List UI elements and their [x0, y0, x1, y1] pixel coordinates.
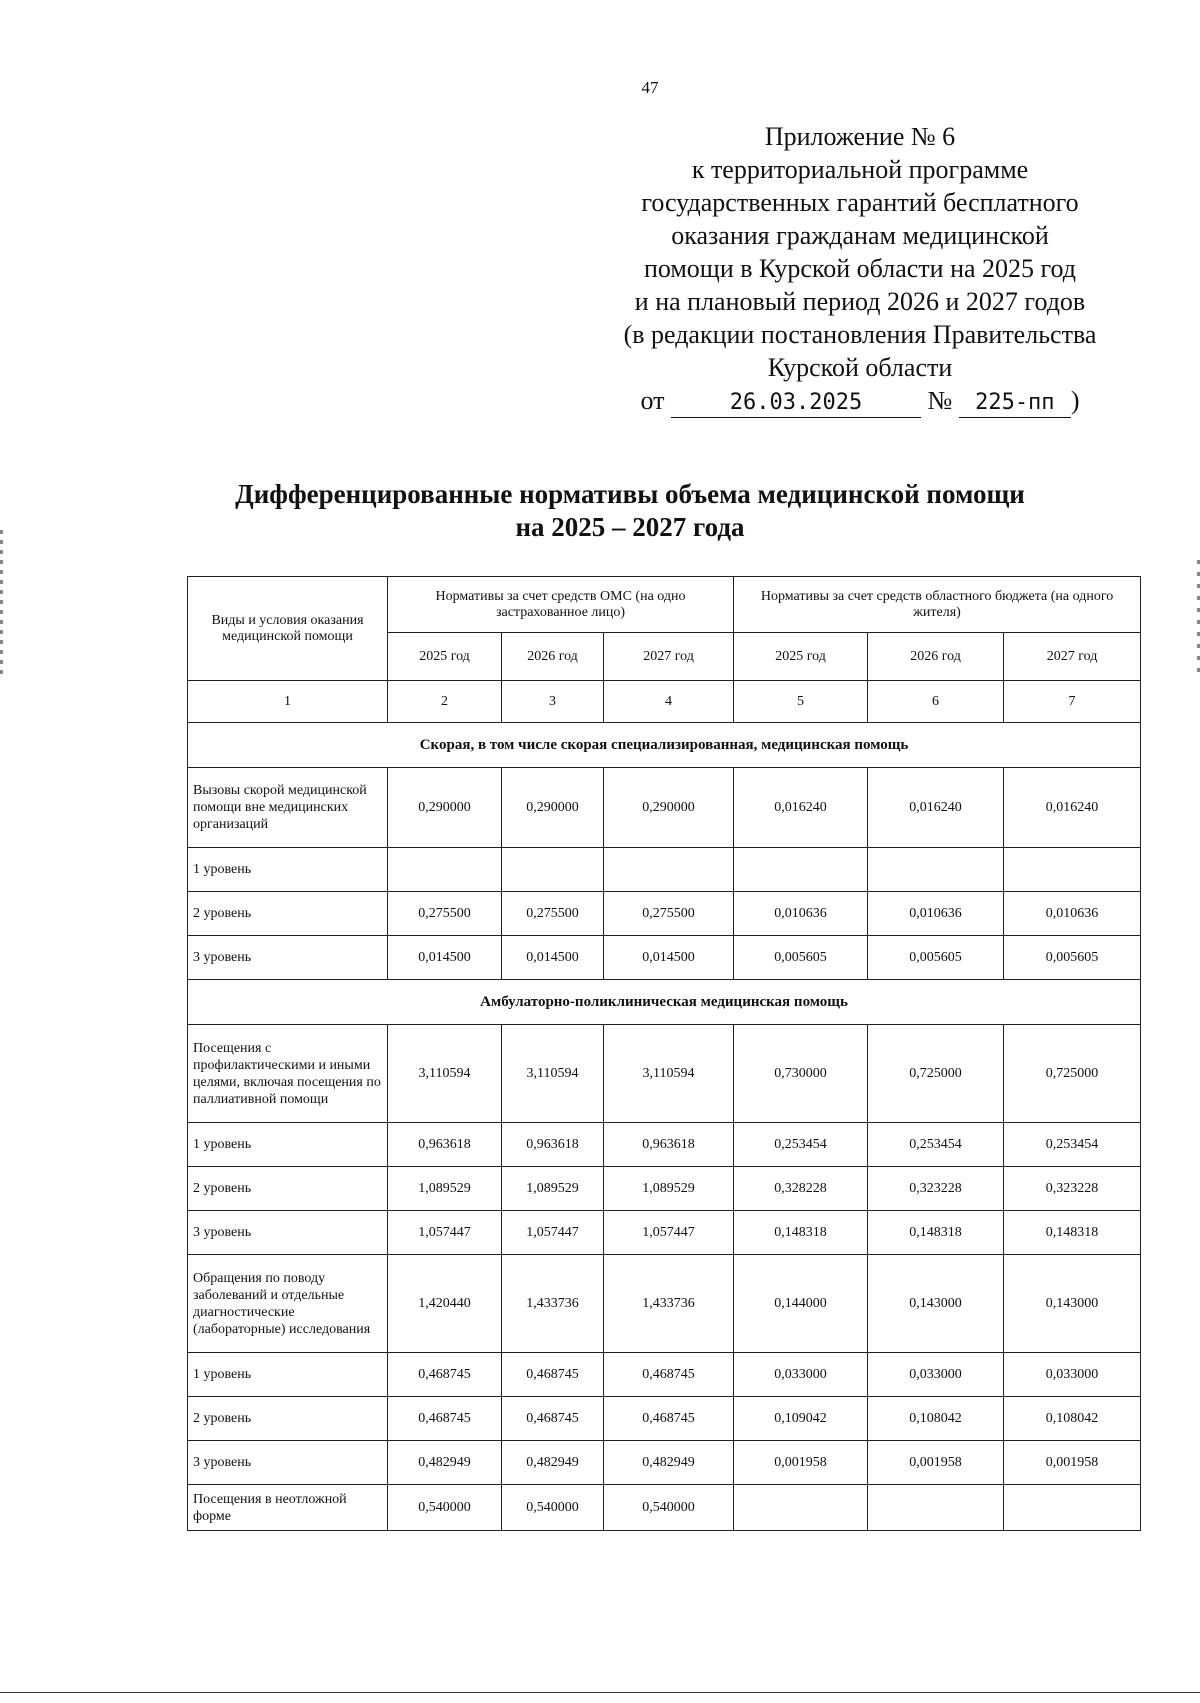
row-value: 0,010636 — [734, 892, 868, 936]
row-value: 0,963618 — [604, 1123, 734, 1167]
appendix-line: государственных гарантий бесплатного — [641, 188, 1079, 217]
row-value: 1,057447 — [388, 1211, 502, 1255]
row-value: 0,482949 — [388, 1441, 502, 1485]
row-value: 0,540000 — [502, 1485, 604, 1531]
row-value: 0,033000 — [868, 1353, 1004, 1397]
row-value: 0,323228 — [868, 1167, 1004, 1211]
column-number: 1 — [188, 681, 388, 723]
row-name: Вызовы скорой медицинской помощи вне медицинских организаций — [188, 768, 388, 848]
section-header-row — [188, 980, 1141, 1025]
column-number: 7 — [1004, 681, 1141, 723]
row-value — [1004, 1485, 1141, 1531]
row-value: 0,323228 — [1004, 1167, 1141, 1211]
row-value: 0,005605 — [1004, 936, 1141, 980]
from-label: от — [640, 386, 665, 415]
row-value: 3,110594 — [502, 1025, 604, 1123]
table-row — [188, 1353, 1141, 1397]
appendix-line: (в редакции постановления Правительства — [623, 320, 1097, 349]
row-value: 1,433736 — [604, 1255, 734, 1353]
row-value: 0,109042 — [734, 1397, 868, 1441]
norms-table — [187, 576, 1141, 1531]
row-value: 1,089529 — [604, 1167, 734, 1211]
row-value: 0,290000 — [388, 768, 502, 848]
row-value: 0,290000 — [604, 768, 734, 848]
row-value: 0,001958 — [734, 1441, 868, 1485]
table-row — [188, 768, 1141, 848]
row-value: 0,108042 — [868, 1397, 1004, 1441]
column-number: 3 — [502, 681, 604, 723]
row-value — [868, 848, 1004, 892]
row-value: 0,725000 — [1004, 1025, 1141, 1123]
table-header-row — [188, 577, 1141, 633]
row-value: 0,108042 — [1004, 1397, 1141, 1441]
column-number: 6 — [868, 681, 1004, 723]
row-value: 0,016240 — [868, 768, 1004, 848]
budget-group-header: Нормативы за счет средств областного бюджета (на одного жителя) — [734, 577, 1141, 633]
row-value — [734, 848, 868, 892]
row-name: Посещения с профилактическими и иными целями, включая посещения по паллиативной помощи — [188, 1025, 388, 1123]
table-row — [188, 1441, 1141, 1485]
title-line-1: Дифференцированные нормативы объема медицинской помощи — [235, 479, 1025, 509]
row-value: 0,468745 — [604, 1397, 734, 1441]
scan-edge-marks-left — [0, 530, 3, 680]
row-value: 0,148318 — [734, 1211, 868, 1255]
column-number: 5 — [734, 681, 868, 723]
row-name: 1 уровень — [188, 1353, 388, 1397]
column-number-row — [188, 681, 1141, 723]
resolution-date: 26.03.2025 — [671, 389, 921, 418]
row-value: 0,014500 — [388, 936, 502, 980]
row-value: 1,089529 — [388, 1167, 502, 1211]
appendix-line: Приложение № 6 — [764, 122, 956, 151]
year-header: 2027 год — [1004, 633, 1141, 681]
row-value: 0,014500 — [604, 936, 734, 980]
resolution-signature-line — [590, 384, 1130, 418]
row-value: 0,468745 — [388, 1353, 502, 1397]
row-value: 0,005605 — [868, 936, 1004, 980]
number-label: № — [927, 386, 953, 415]
row-name: Обращения по поводу заболеваний и отдельные диагностические (лабораторные) исследования — [188, 1255, 388, 1353]
row-value: 0,468745 — [502, 1353, 604, 1397]
year-header: 2027 год — [604, 633, 734, 681]
table-row — [188, 1025, 1141, 1123]
row-value: 0,468745 — [388, 1397, 502, 1441]
row-value: 0,016240 — [734, 768, 868, 848]
row-value — [502, 848, 604, 892]
table-row — [188, 1123, 1141, 1167]
row-value: 0,001958 — [1004, 1441, 1141, 1485]
appendix-line: помощи в Курской области на 2025 год — [643, 254, 1077, 283]
title-line-2: на 2025 – 2027 года — [515, 512, 745, 542]
resolution-number: 225-пп — [959, 389, 1071, 418]
row-value: 0,143000 — [1004, 1255, 1141, 1353]
row-value: 0,468745 — [502, 1397, 604, 1441]
section-title: Амбулаторно-поликлиническая медицинская помощь — [188, 980, 1141, 1025]
row-value: 1,089529 — [502, 1167, 604, 1211]
year-header: 2025 год — [388, 633, 502, 681]
row-value: 0,275500 — [502, 892, 604, 936]
row-value: 0,014500 — [502, 936, 604, 980]
row-value: 0,963618 — [388, 1123, 502, 1167]
row-value — [388, 848, 502, 892]
table-row — [188, 1167, 1141, 1211]
row-name: Посещения в неотложной форме — [188, 1485, 388, 1531]
row-value: 0,482949 — [502, 1441, 604, 1485]
row-value: 1,433736 — [502, 1255, 604, 1353]
row-value: 0,253454 — [734, 1123, 868, 1167]
row-value: 0,148318 — [1004, 1211, 1141, 1255]
section-title: Скорая, в том числе скорая специализированная, медицинская помощь — [188, 723, 1141, 768]
row-value: 0,730000 — [734, 1025, 868, 1123]
row-value: 0,033000 — [734, 1353, 868, 1397]
row-name: 2 уровень — [188, 892, 388, 936]
column-number: 4 — [604, 681, 734, 723]
row-name: 2 уровень — [188, 1397, 388, 1441]
row-value: 0,144000 — [734, 1255, 868, 1353]
page-number: 47 — [641, 78, 659, 97]
row-value — [604, 848, 734, 892]
type-column-header: Виды и условия оказания медицинской помощи — [188, 577, 388, 681]
row-value: 1,420440 — [388, 1255, 502, 1353]
table-row — [188, 1211, 1141, 1255]
row-name: 1 уровень — [188, 1123, 388, 1167]
column-number: 2 — [388, 681, 502, 723]
row-value: 0,010636 — [1004, 892, 1141, 936]
appendix-header — [590, 120, 1130, 418]
row-value: 0,468745 — [604, 1353, 734, 1397]
row-value: 0,143000 — [868, 1255, 1004, 1353]
table-row — [188, 1485, 1141, 1531]
oms-group-header: Нормативы за счет средств ОМС (на одно застрахованное лицо) — [388, 577, 734, 633]
row-value: 3,110594 — [604, 1025, 734, 1123]
row-value: 0,482949 — [604, 1441, 734, 1485]
table-row — [188, 892, 1141, 936]
year-header: 2025 год — [734, 633, 868, 681]
row-value: 0,540000 — [388, 1485, 502, 1531]
closing-paren: ) — [1070, 386, 1080, 415]
appendix-line: оказания гражданам медицинской — [671, 221, 1049, 250]
row-value: 0,725000 — [868, 1025, 1004, 1123]
appendix-line: Курской области — [767, 353, 953, 382]
row-value — [734, 1485, 868, 1531]
row-name: 3 уровень — [188, 936, 388, 980]
row-value: 0,033000 — [1004, 1353, 1141, 1397]
row-value — [1004, 848, 1141, 892]
table-row — [188, 1255, 1141, 1353]
row-value: 0,001958 — [868, 1441, 1004, 1485]
appendix-line: к территориальной программе — [691, 155, 1029, 184]
row-name: 2 уровень — [188, 1167, 388, 1211]
row-name: 3 уровень — [188, 1441, 388, 1485]
row-value: 1,057447 — [502, 1211, 604, 1255]
row-value: 3,110594 — [388, 1025, 502, 1123]
row-value — [868, 1485, 1004, 1531]
row-name: 1 уровень — [188, 848, 388, 892]
row-value: 0,253454 — [1004, 1123, 1141, 1167]
year-header: 2026 год — [502, 633, 604, 681]
row-name: 3 уровень — [188, 1211, 388, 1255]
table-row — [188, 936, 1141, 980]
row-value: 0,005605 — [734, 936, 868, 980]
table-row — [188, 1397, 1141, 1441]
row-value: 0,253454 — [868, 1123, 1004, 1167]
table-row — [188, 848, 1141, 892]
row-value: 0,540000 — [604, 1485, 734, 1531]
row-value: 0,016240 — [1004, 768, 1141, 848]
row-value: 0,275500 — [604, 892, 734, 936]
year-header: 2026 год — [868, 633, 1004, 681]
scan-bottom-edge — [0, 1692, 1200, 1703]
row-value: 0,275500 — [388, 892, 502, 936]
appendix-line: и на плановый период 2026 и 2027 годов — [634, 287, 1086, 316]
row-value: 0,963618 — [502, 1123, 604, 1167]
row-value: 0,148318 — [868, 1211, 1004, 1255]
row-value: 0,010636 — [868, 892, 1004, 936]
document-title — [200, 478, 1060, 544]
row-value: 0,328228 — [734, 1167, 868, 1211]
section-header-row — [188, 723, 1141, 768]
row-value: 0,290000 — [502, 768, 604, 848]
row-value: 1,057447 — [604, 1211, 734, 1255]
